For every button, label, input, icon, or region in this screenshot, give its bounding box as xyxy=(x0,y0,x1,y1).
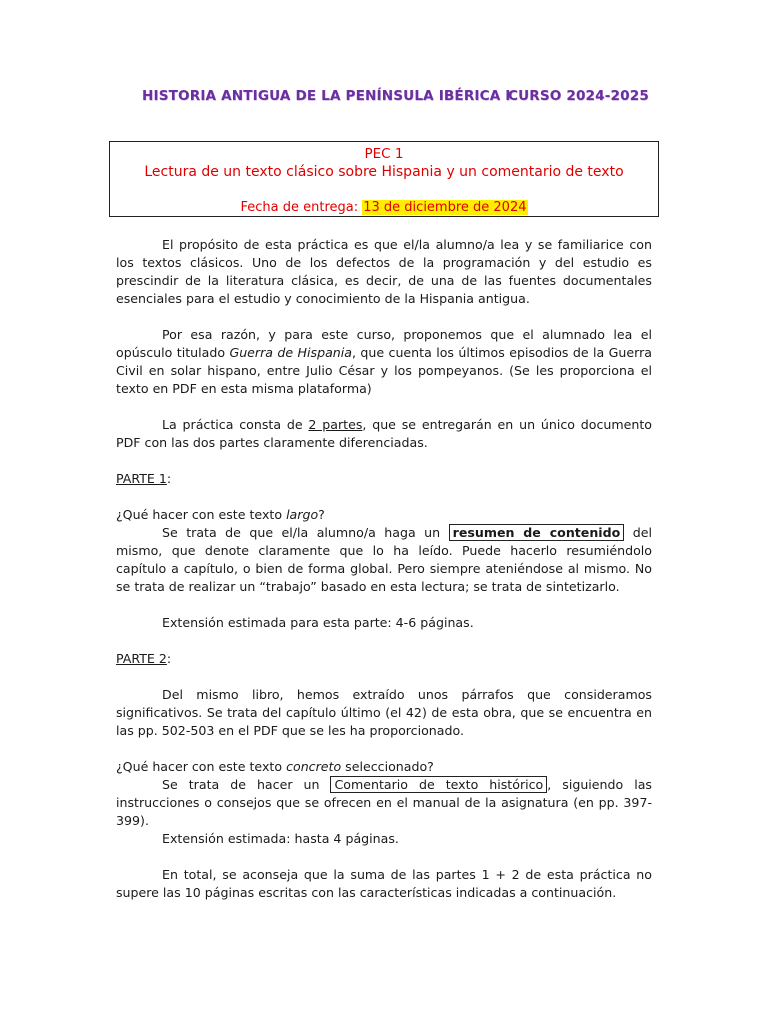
text-span: ? xyxy=(318,507,325,522)
text-span: del mismo, que denote claramente que lo ha leído. Puede hacerlo resumiéndolo capítulo a capítulo, o bien de forma global. Pero siempre ateniéndose al mismo. No se trata de realizar un “trabajo” basado en esta lectura; se trata de sintetizarlo. xyxy=(116,525,653,594)
part1-label: PARTE 1 xyxy=(116,471,167,486)
parts-count: 2 partes xyxy=(308,417,363,432)
paragraph-summary xyxy=(116,524,652,596)
paragraph-extension-1: Extensión estimada para esta parte: 4-6 páginas. xyxy=(162,615,474,630)
text-span: : xyxy=(166,471,172,486)
text-span: , siguiendo las instrucciones o consejos que se ofrecen en el manual de la asignatura (en pp. 397-399). xyxy=(116,777,652,828)
text-span: ¿Qué hacer con este texto xyxy=(116,507,287,522)
paragraph-parts xyxy=(116,416,652,452)
book-title: Guerra de Hispania xyxy=(229,345,352,360)
commentary-highlight: Comentario de texto histórico xyxy=(330,776,547,793)
question-1-emphasis: largo xyxy=(286,507,319,522)
pec-label: PEC 1 xyxy=(364,146,404,162)
part2-heading xyxy=(116,650,652,668)
question-2-emphasis: concreto xyxy=(286,759,342,774)
document-header xyxy=(0,88,768,108)
text-span: Se trata de hacer un xyxy=(162,777,331,792)
text-span: Se trata de que el/la alumno/a haga un xyxy=(162,525,449,540)
summary-highlight: resumen de contenido xyxy=(449,524,625,541)
paragraph-extension-2: Extensión estimada: hasta 4 páginas. xyxy=(162,831,399,846)
paragraph-chapter: Del mismo libro, hemos extraído unos párrafos que consideramos significativos. Se trata del capítulo último (el 42) de esta obra, que se encuentra en las pp. 502-503 en el PDF que se les ha proporcionado. xyxy=(116,687,652,738)
course-title: HISTORIA ANTIGUA DE LA PENÍNSULA IBÉRICA I xyxy=(142,88,511,104)
text-span: : xyxy=(166,651,172,666)
text-span: Por esa razón, y para este curso, proponemos que el alumnado lea el opúsculo titulado xyxy=(116,327,652,360)
document-body xyxy=(116,236,652,902)
due-date-value: 13 de diciembre de 2024 xyxy=(363,200,527,215)
assignment-subtitle: Lectura de un texto clásico sobre Hispania y un comentario de texto xyxy=(144,164,624,180)
question-1 xyxy=(116,506,652,524)
text-span: , que cuenta los últimos episodios de la Guerra Civil en solar hispano, entre Julio César y los pompeyanos. (Se les proporciona el texto en PDF en esta misma plataforma) xyxy=(116,345,652,396)
text-span: La práctica consta de xyxy=(162,417,309,432)
assignment-box xyxy=(109,141,659,217)
paragraph-reading xyxy=(116,326,652,398)
part2-label: PARTE 2 xyxy=(116,651,167,666)
text-span: , que se entregarán en un único documento PDF con las dos partes claramente diferenciadas. xyxy=(116,417,652,450)
due-date xyxy=(110,200,658,215)
part1-heading xyxy=(116,470,652,488)
question-2 xyxy=(116,758,652,776)
paragraph-total: En total, se aconseja que la suma de las partes 1 + 2 de esta práctica no supere las 10 páginas escritas con las características indicadas a continuación. xyxy=(116,867,652,900)
text-span: seleccionado? xyxy=(341,759,434,774)
text-span: ¿Qué hacer con este texto xyxy=(116,759,287,774)
due-date-label: Fecha de entrega: xyxy=(240,200,363,215)
paragraph-intro: El propósito de esta práctica es que el/la alumno/a lea y se familiarice con los textos clásicos. Uno de los defectos de la programación y del estudio es prescindir de la literatura clásica, es decir, de una de las fuentes documentales esenciales para el estudio y conocimiento de la Hispania antigua. xyxy=(116,237,652,306)
paragraph-commentary xyxy=(116,776,652,830)
course-year: CURSO 2024-2025 xyxy=(508,88,649,104)
